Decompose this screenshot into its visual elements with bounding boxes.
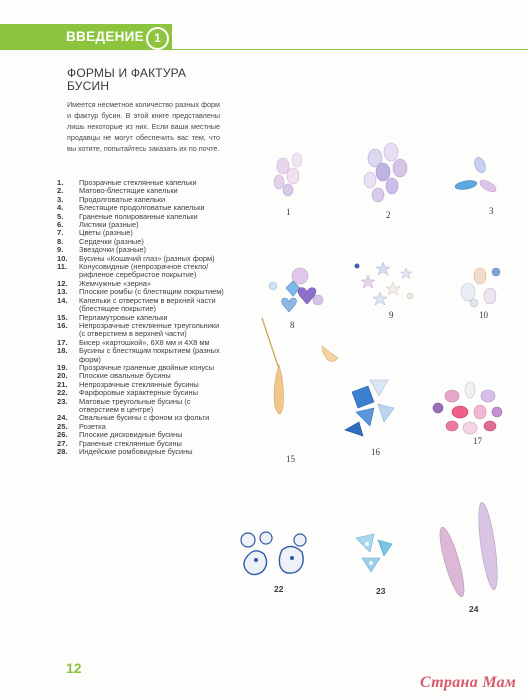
list-item-text: Плоские дисковидные бусины [79, 430, 183, 440]
bead-photo-1 [274, 153, 302, 196]
list-item-number: 10. [57, 253, 68, 263]
list-item-number: 15. [57, 312, 68, 322]
bead-photo-24 [435, 501, 501, 598]
list-item-text: Плоские ромбы (с блестящим покрытием) [79, 287, 224, 297]
list-item-text: Сердечки (разные) [79, 236, 144, 246]
list-item-text: Перламутровые капельки [79, 312, 168, 322]
list-item-text: Матово-блестящие капельки [79, 186, 178, 196]
bead-photo-10 [461, 268, 500, 307]
bead-photo-3 [454, 156, 497, 194]
bead-photo-9 [355, 262, 414, 305]
list-item-number: 21. [57, 379, 68, 389]
list-item-number: 3. [57, 194, 64, 204]
list-item-number: 19. [57, 362, 68, 372]
list-item-text: Прозрачные граненые двойные конусы [79, 362, 215, 372]
list-item-number: 27. [57, 438, 68, 448]
list-item-text: Звездочки (разные) [79, 245, 146, 255]
list-item-number: 12. [57, 278, 68, 288]
bead-photo-15 [262, 318, 338, 414]
list-item-number: 1. [57, 178, 64, 187]
list-item-number: 23. [57, 396, 68, 406]
list-item-number: 6. [57, 220, 64, 230]
list-item-text: Блестящие продолговатые капельки [79, 203, 205, 213]
list-item-text: Матовые треугольные бусины (с отверстием в центре) [79, 396, 191, 414]
list-item-number: 8. [57, 236, 64, 246]
list-item-text: Розетка [79, 421, 106, 431]
photo-label-17: 17 [473, 436, 482, 446]
bead-photo-23 [356, 534, 392, 572]
list-item-text: Листики (разные) [79, 220, 139, 230]
list-item-number: 18. [57, 346, 68, 356]
list-item-text: Непрозрачные стеклянные треугольники (с отверстием в верхней части) [79, 320, 220, 339]
list-item-text: Бусины «Кошачий глаз» (разных форм) [79, 253, 215, 263]
list-item-number: 11. [57, 262, 68, 272]
photo-label-1: 1 [286, 207, 291, 217]
bead-photo-22 [241, 532, 306, 575]
photo-label-15: 15 [286, 454, 295, 464]
list-item-number: 5. [57, 211, 64, 221]
list-item-number: 13. [57, 287, 68, 297]
page-number: 12 [66, 660, 82, 676]
list-item-text: Конусовидные (непрозрачное стекло/рифленое серебристое покрытие) [79, 262, 209, 280]
list-item-text: Овальные бусины с фоном из фольги [79, 413, 210, 423]
list-item-number: 28. [57, 447, 68, 456]
list-item-number: 7. [57, 228, 64, 238]
photo-label-3: 3 [489, 206, 494, 216]
list-item-number: 2. [57, 186, 64, 196]
photo-label-2: 2 [386, 210, 391, 220]
bead-photo-8 [269, 268, 323, 312]
chapter-number-badge: 1 [146, 27, 169, 50]
list-item-number: 16. [57, 320, 68, 330]
photo-label-23: 23 [376, 586, 386, 596]
bead-photo-16 [345, 380, 394, 436]
list-item-number: 20. [57, 371, 68, 381]
photo-label-24: 24 [469, 604, 479, 614]
list-item-text: Жемчужные «зерна» [79, 278, 151, 288]
chapter-title: ВВЕДЕНИЕ [66, 29, 144, 44]
list-item-number: 26. [57, 430, 68, 440]
watermark: Страна Мам [420, 674, 517, 691]
list-item-number: 9. [57, 245, 64, 255]
photo-label-16: 16 [371, 447, 380, 457]
list-item-text: Плоские овальные бусины [79, 371, 171, 381]
list-item-number: 22. [57, 388, 68, 398]
photo-label-10: 10 [479, 310, 488, 320]
list-item-text: Прозрачные стеклянные капельки [79, 178, 197, 187]
bead-photo-2 [364, 143, 407, 202]
photo-label-9: 9 [389, 310, 394, 320]
list-item-text: Капельки с отверстием в верхней части (блестящее покрытие) [79, 295, 216, 314]
photo-label-22: 22 [274, 584, 284, 594]
list-item-text: Фарфоровые характерные бусины [79, 388, 198, 398]
list-item-text: Индейские ромбовидные бусины [79, 447, 193, 456]
list-item-number: 14. [57, 295, 68, 305]
section-title: ФОРМЫ И ФАКТУРА БУСИН [67, 66, 187, 93]
list-item-number: 24. [57, 413, 68, 423]
list-item-text: Граненые полированные капельки [79, 211, 198, 221]
list-item-text: Граненые стеклянные бусины [79, 438, 182, 448]
list-item-number: 4. [57, 203, 64, 213]
list-item-number: 17. [57, 337, 68, 347]
bead-photo-17 [433, 382, 502, 434]
list-item-number: 25. [57, 421, 68, 431]
intro-paragraph: Имеется несметное количество разных форм и фактур бусин. В этой книге представлены лишь некоторые из них. Если ваши местные продавцы не могут обеспечить вас тем, что вы хотите, попытайтесь заказать их по почте. [67, 100, 220, 153]
list-item-text: Бусины с блестящим покрытием (разных форм) [79, 346, 220, 364]
photo-label-8: 8 [290, 320, 295, 330]
list-item-text: Бисер «картошкой», 6X8 мм и 4X8 мм [79, 337, 210, 347]
list-item-text: Непрозрачные стеклянные бусины [79, 379, 199, 389]
list-item-text: Цветы (разные) [79, 228, 133, 238]
list-item-text: Продолговатые капельки [79, 194, 166, 204]
